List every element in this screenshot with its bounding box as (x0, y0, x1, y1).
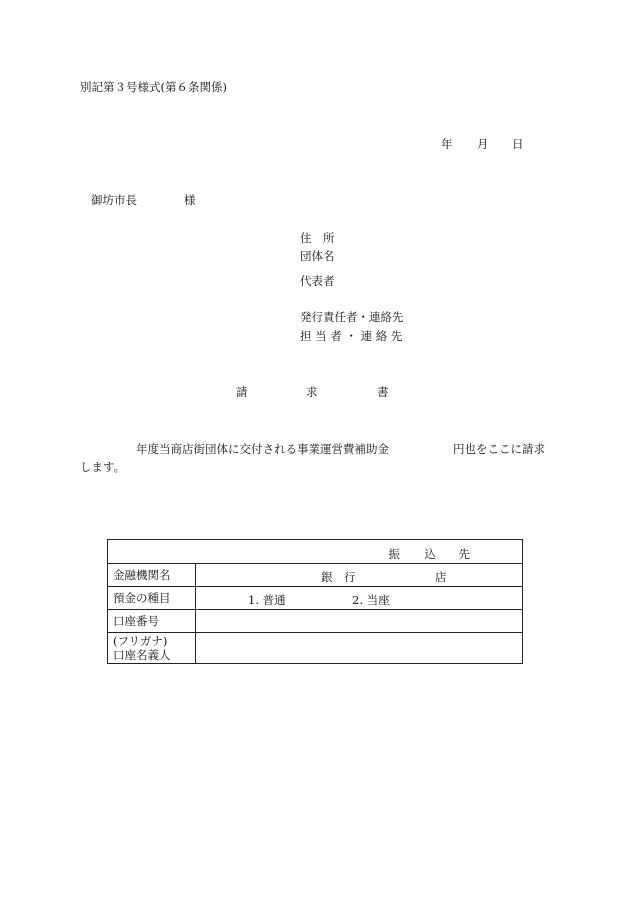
body-line-1: 年度当商店街団体に交付される事業運営費補助金 (136, 442, 389, 456)
table-row (108, 564, 523, 587)
header-char-1: 振 (388, 546, 400, 561)
title-char-3: 書 (377, 385, 389, 399)
header-char-3: 先 (458, 546, 470, 561)
applicant-representative-label: 代表者 (300, 274, 335, 288)
body-line-2: します。 (80, 460, 126, 474)
addressee-name: 御坊市長 (91, 193, 137, 207)
bank-transfer-table (107, 539, 523, 664)
table-row (108, 610, 523, 633)
addressee-honorific: 様 (184, 193, 196, 207)
header-char-2: 込 (424, 546, 436, 561)
title-char-2: 求 (306, 385, 318, 399)
person-contact-label: 担 当 者 ・ 連 絡 先 (300, 329, 403, 343)
body-line-1-amount: 円也をここに請求 (453, 442, 545, 456)
bank-suffix: 銀 行 (321, 570, 356, 584)
furigana-label: (フリガナ) (113, 634, 168, 648)
deposit-option-ordinary[interactable]: 1. 普通 (248, 593, 286, 607)
deposit-option-current[interactable]: 2. 当座 (352, 593, 390, 607)
account-holder-name-label: 口座名義人 (113, 648, 171, 662)
date-month: 月 (477, 137, 489, 151)
bank-name-label: 金融機関名 (108, 564, 196, 587)
date-year: 年 (441, 137, 453, 151)
bank-name-cell[interactable] (196, 564, 523, 587)
account-holder-label (108, 633, 196, 664)
date-day: 日 (512, 137, 524, 151)
account-holder-cell[interactable] (196, 633, 523, 664)
form-number: 別記第３号様式(第６条関係) (80, 80, 227, 94)
table-row (108, 587, 523, 610)
branch-suffix: 店 (435, 570, 447, 584)
issuer-contact-label: 発行責任者・連絡先 (300, 310, 404, 324)
account-number-label: 口座番号 (108, 610, 196, 633)
deposit-type-cell[interactable] (196, 587, 523, 610)
account-number-cell[interactable] (196, 610, 523, 633)
deposit-type-label: 預金の種目 (108, 587, 196, 610)
table-header-cell (108, 540, 523, 564)
title-char-1: 請 (236, 385, 248, 399)
applicant-group-label: 団体名 (300, 249, 335, 263)
applicant-address-label: 住 所 (300, 231, 335, 245)
table-header-row (108, 540, 523, 564)
table-row (108, 633, 523, 664)
